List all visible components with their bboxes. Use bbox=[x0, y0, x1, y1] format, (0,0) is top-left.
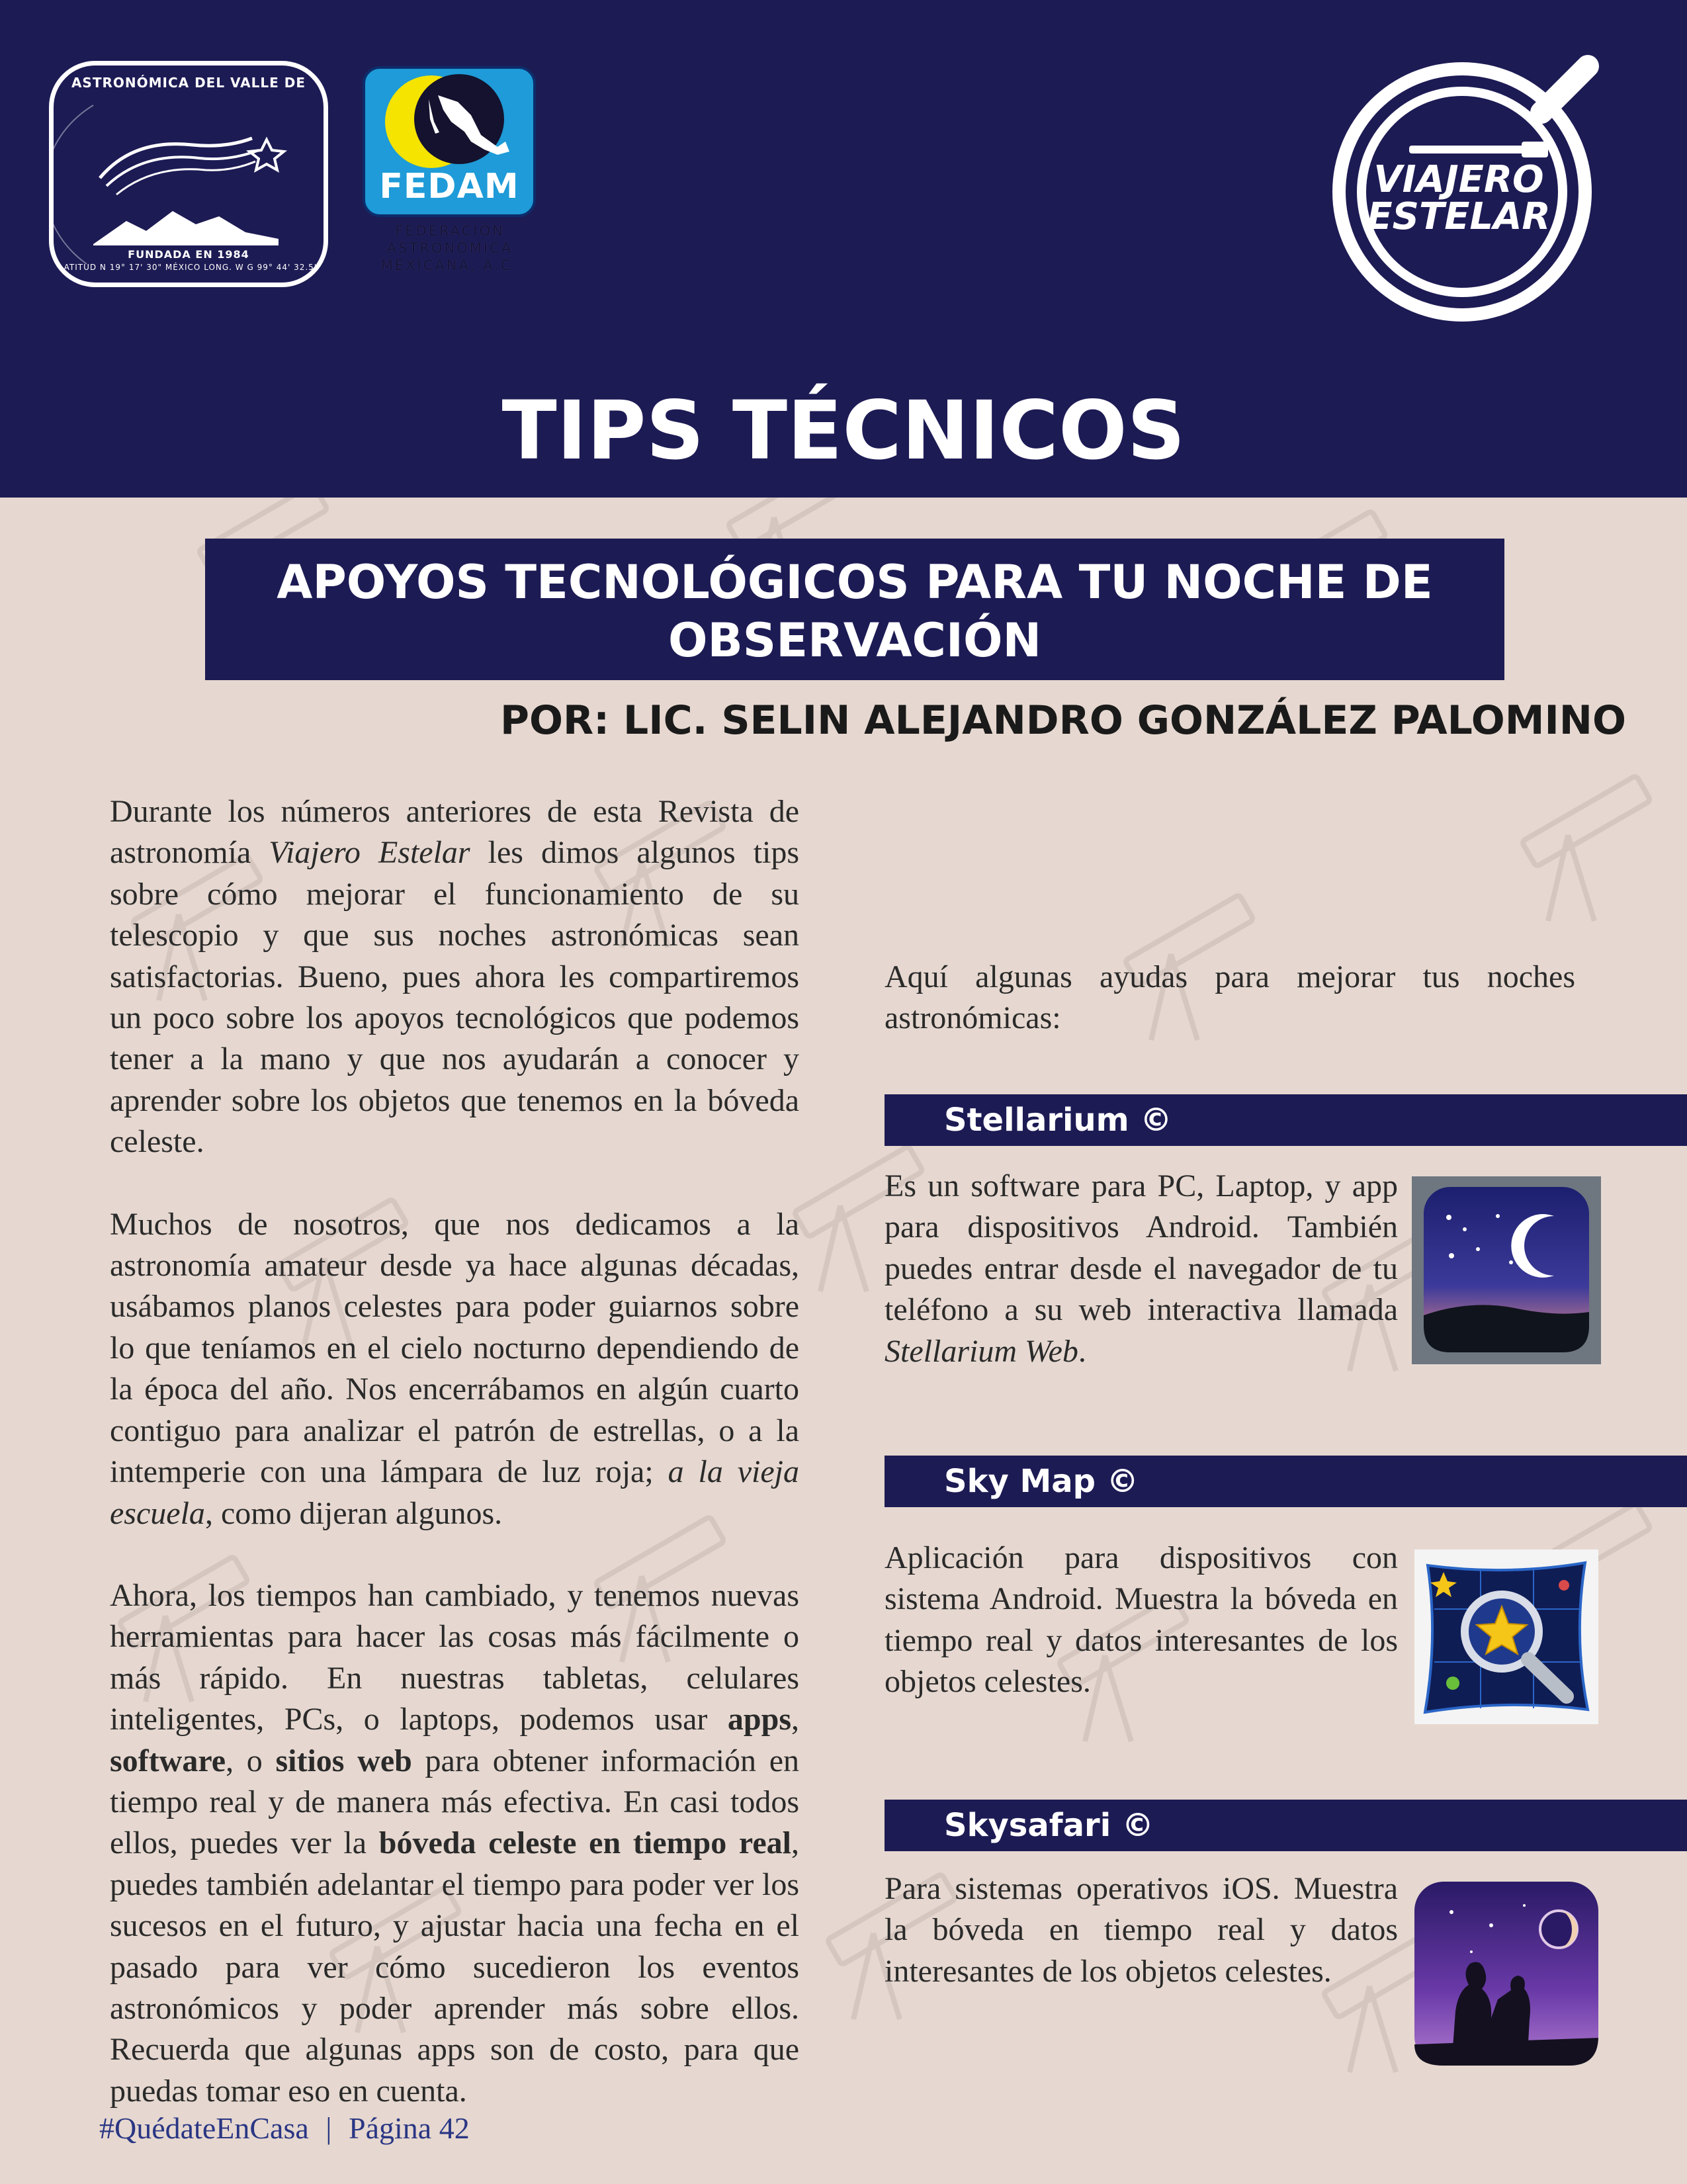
page-footer bbox=[99, 2111, 470, 2146]
sky-map-icon bbox=[1414, 1550, 1598, 1724]
fedam-wordmark: FEDAM bbox=[379, 167, 519, 206]
skysafari-icon bbox=[1412, 1879, 1601, 2068]
body-column-right bbox=[885, 957, 1575, 1080]
stellarium-icon bbox=[1412, 1176, 1601, 1364]
fedam-logo bbox=[363, 66, 536, 217]
fedam-subtitle: FEDERACIÓN ASTRONÓMICA MEXICANA, A.C. bbox=[380, 223, 519, 273]
footer-page-number: Página 42 bbox=[349, 2111, 470, 2145]
association-logo bbox=[49, 61, 328, 287]
sky-map-description: Aplicación para dispositivos con sistema Android. Muestra la bóveda en tiempo real y datos interesantes de los objetos celestes. bbox=[885, 1540, 1398, 1700]
skysafari-heading: Skysafari © bbox=[885, 1800, 1687, 1851]
skysafari-description: Para sistemas operativos iOS. Muestra la bóveda en tiempo real y datos interesantes de los objetos celestes. bbox=[885, 1871, 1398, 1989]
header-banner bbox=[0, 0, 1687, 498]
body-column-left bbox=[110, 791, 799, 2153]
stellarium-heading: Stellarium © bbox=[885, 1094, 1687, 1146]
association-coordinates: LATITUD N 19° 17' 30" MÉXICO LONG. W G 99° 44' 32.5" bbox=[58, 263, 319, 272]
paragraph-4: Aquí algunas ayudas para mejorar tus noches astronómicas: bbox=[885, 959, 1575, 1036]
stellarium-description: Es un software para PC, Laptop, y app para dispositivos Android. También puedes entrar desde el navegador de tu teléfono a su web interactiva llamada Stellarium Web. bbox=[885, 1168, 1398, 1369]
association-founded: FUNDADA EN 1984 bbox=[128, 248, 249, 261]
paragraph-2: Muchos de nosotros, que nos dedicamos a la astronomía amateur desde ya hace algunas décadas, usábamos planos celestes para poder guiarnos sobre lo que teníamos en el cielo nocturno dependiendo de la época del año. Nos encerrábamos en algún cuarto contiguo para analizar el patrón de estrellas, o a la intemperie con una lámpara de luz roja; a la vieja escuela, como dijeran algunos. bbox=[110, 1206, 799, 1531]
section-title: TIPS TÉCNICOS bbox=[501, 384, 1186, 478]
paragraph-3: Ahora, los tiempos han cambiado, y tenemos nuevas herramientas para hacer las cosas más fácilmente o más rápido. En nuestras tabletas, celulares inteligentes, PCs, o laptops, podemos usar apps, software, o sitios web para obtener información en tiempo real y de manera más efectiva. En casi todos ellos, puedes ver la bóveda celeste en tiempo real, puedes también adelantar el tiempo para poder ver los sucesos en el futuro, y ajustar hacia una fecha en el pasado para ver cómo sucedieron los eventos astronómicos y poder aprender más sobre ellos. Recuerda que algunas apps son de costo, para que puedas tomar eso en cuenta. bbox=[110, 1577, 800, 2109]
association-top-text: ASTRONÓMICA DEL VALLE DE bbox=[71, 75, 306, 91]
article-title: APOYOS TECNOLÓGICOS PARA TU NOCHE DE OBSERVACIÓN bbox=[205, 539, 1504, 680]
paragraph-1: Durante los números anteriores de esta Revista de astronomía Viajero Estelar les dimos algunos tips sobre cómo mejorar el funcionamiento de su telescopio y que sus noches astronómicas sean satisfactorias. Bueno, pues ahora les compartiremos un poco sobre los apoyos tecnológicos que podemos tener a la mano y que nos ayudarán a conocer y aprender sobre los objetos que tenemos en la bóveda celeste. bbox=[110, 794, 800, 1160]
sky-map-heading: Sky Map © bbox=[885, 1456, 1687, 1507]
article-byline: POR: LIC. SELIN ALEJANDRO GONZÁLEZ PALOMINO bbox=[499, 697, 1626, 744]
viajero-estelar-wordmark: VIAJERO ESTELAR bbox=[1367, 158, 1551, 238]
footer-separator: | bbox=[325, 2111, 332, 2145]
footer-hashtag: #QuédateEnCasa bbox=[99, 2111, 309, 2145]
